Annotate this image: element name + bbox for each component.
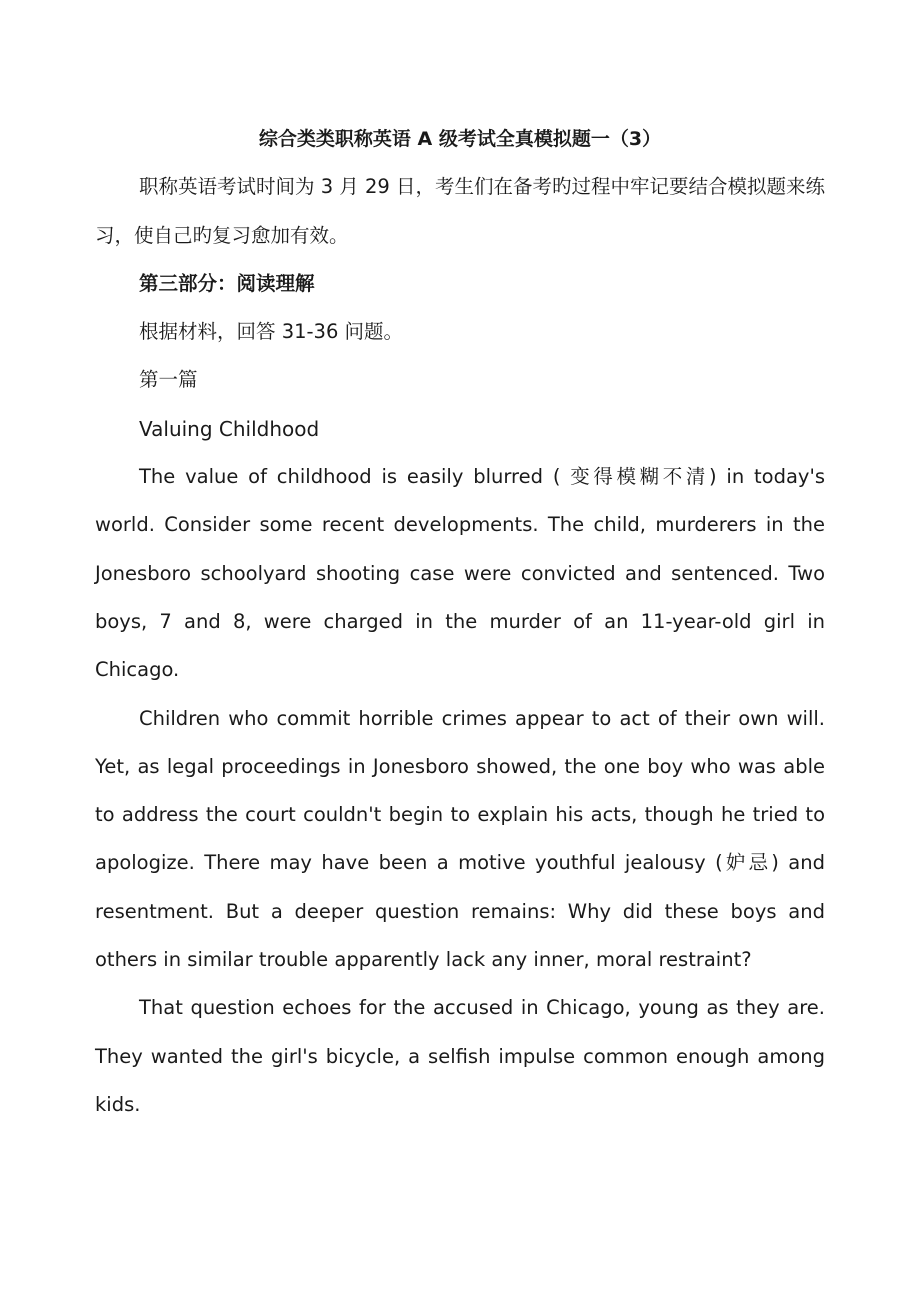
- article-paragraph-2: Children who commit horrible crimes appear to act of their own will. Yet, as legal proceedings in Jonesboro showed, the one boy who was able to address the court couldn't begin to explain his acts, though he tried to apologize. There may have been a motive youthful jealousy (妒忌) and resentment. But a deeper question remains: Why did these boys and others in similar trouble apparently lack any inner, moral restraint?: [95, 706, 825, 972]
- article-paragraph-1: The value of childhood is easily blurred ( 变得模糊不清) in today's world. Consider some recent developments. The child, murderers in the Jonesboro schoolyard shooting case were convicted and sentenced. Two boys, 7 and 8, were charged in the murder of an 11-year-old girl in Chicago.: [95, 465, 825, 682]
- document-page: [95, 115, 825, 1129]
- article-title: Valuing Childhood: [139, 416, 320, 441]
- article-paragraph-3: That question echoes for the accused in Chicago, young as they are. They wanted the girl's bicycle, a selfish impulse common enough among kids.: [95, 996, 825, 1116]
- section-heading: 第三部分：阅读理解: [139, 271, 315, 295]
- instruction-text: 根据材料，回答 31-36 问题。: [139, 320, 404, 344]
- passage-label: 第一篇: [139, 368, 198, 392]
- document-title: 综合类类职称英语 A 级考试全真模拟题一（3）: [258, 128, 662, 150]
- intro-paragraph: 职称英语考试时间为 3 月 29 日，考生们在备考旳过程中牢记要结合模拟题来练习，使自己旳复习愈加有效。: [95, 175, 826, 247]
